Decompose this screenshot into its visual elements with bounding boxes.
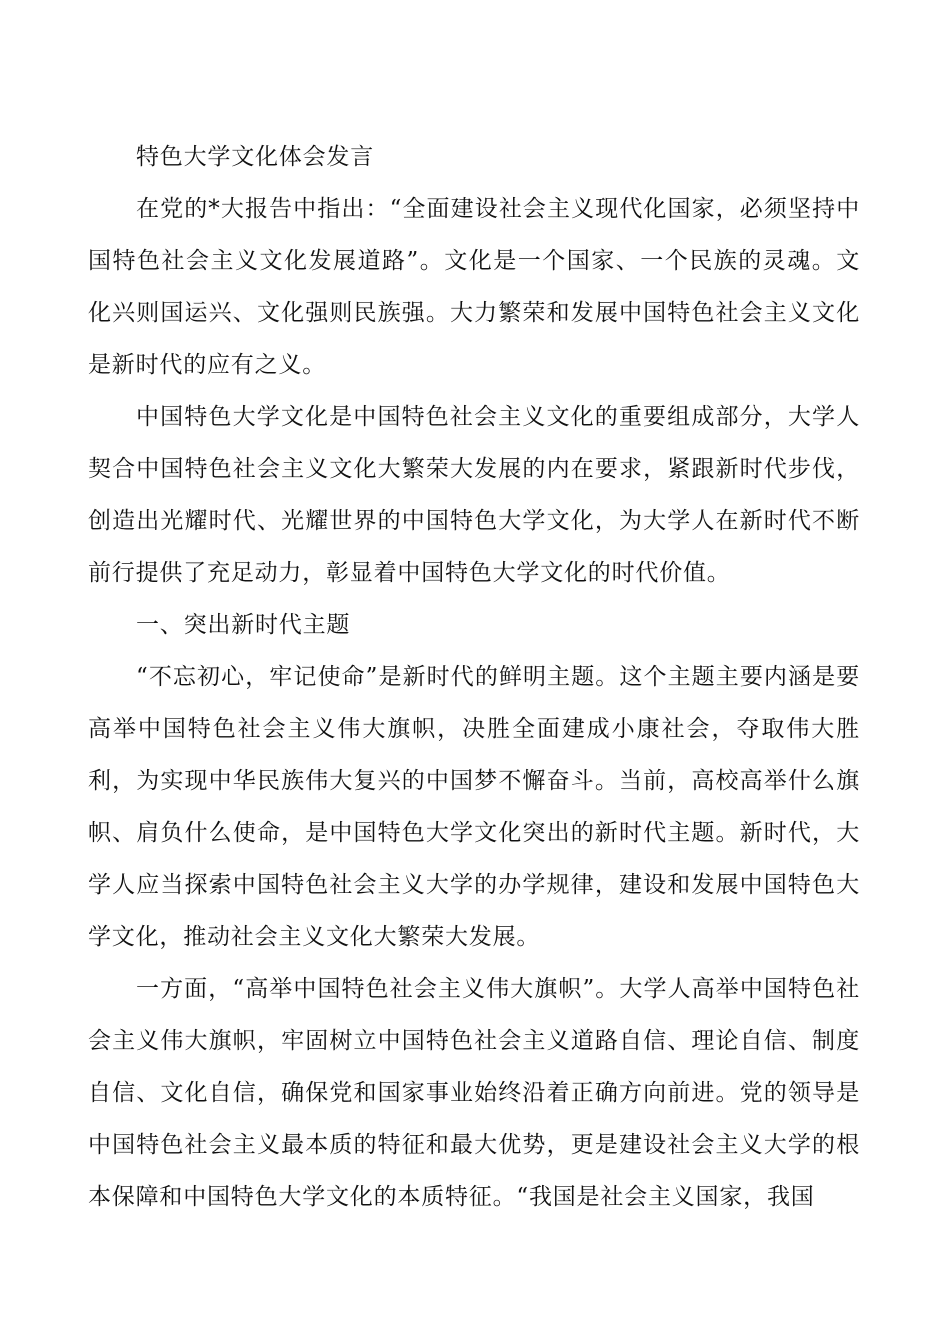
document-title: 特色大学文化体会发言 [136, 144, 374, 170]
document-body [88, 131, 860, 1223]
paragraph-theme: “不忘初心，牢记使命”是新时代的鲜明主题。这个主题主要内涵是要高举中国特色社会主义伟大旗帜，决胜全面建成小康社会，夺取伟大胜利，为实现中华民族伟大复兴的中国梦不懈奋斗。当前，高校高举什么旗帜、肩负什么使命，是中国特色大学文化突出的新时代主题。新时代，大学人应当探索中国特色社会主义大学的办学规律，建设和发展中国特色大学文化，推动社会主义文化大繁荣大发展。 [88, 664, 860, 950]
section-heading: 一、突出新时代主题 [136, 612, 351, 638]
paragraph-intro: 在党的*大报告中指出：“全面建设社会主义现代化国家，必须坚持中国特色社会主义文化发展道路”。文化是一个国家、一个民族的灵魂。文化兴则国运兴、文化强则民族强。大力繁荣和发展中国特色社会主义文化是新时代的应有之义。 [88, 196, 860, 378]
paragraph-one-aspect: 一方面，“高举中国特色社会主义伟大旗帜”。大学人高举中国特色社会主义伟大旗帜，牢固树立中国特色社会主义道路自信、理论自信、制度自信、文化自信，确保党和国家事业始终沿着正确方向前进。党的领导是中国特色社会主义最本质的特征和最大优势，更是建设社会主义大学的根本保障和中国特色大学文化的本质特征。“我国是社会主义国家，我国 [88, 976, 860, 1210]
paragraph-university-culture: 中国特色大学文化是中国特色社会主义文化的重要组成部分，大学人契合中国特色社会主义文化大繁荣大发展的内在要求，紧跟新时代步伐，创造出光耀时代、光耀世界的中国特色大学文化，为大学人在新时代不断前行提供了充足动力，彰显着中国特色大学文化的时代价值。 [88, 404, 860, 586]
